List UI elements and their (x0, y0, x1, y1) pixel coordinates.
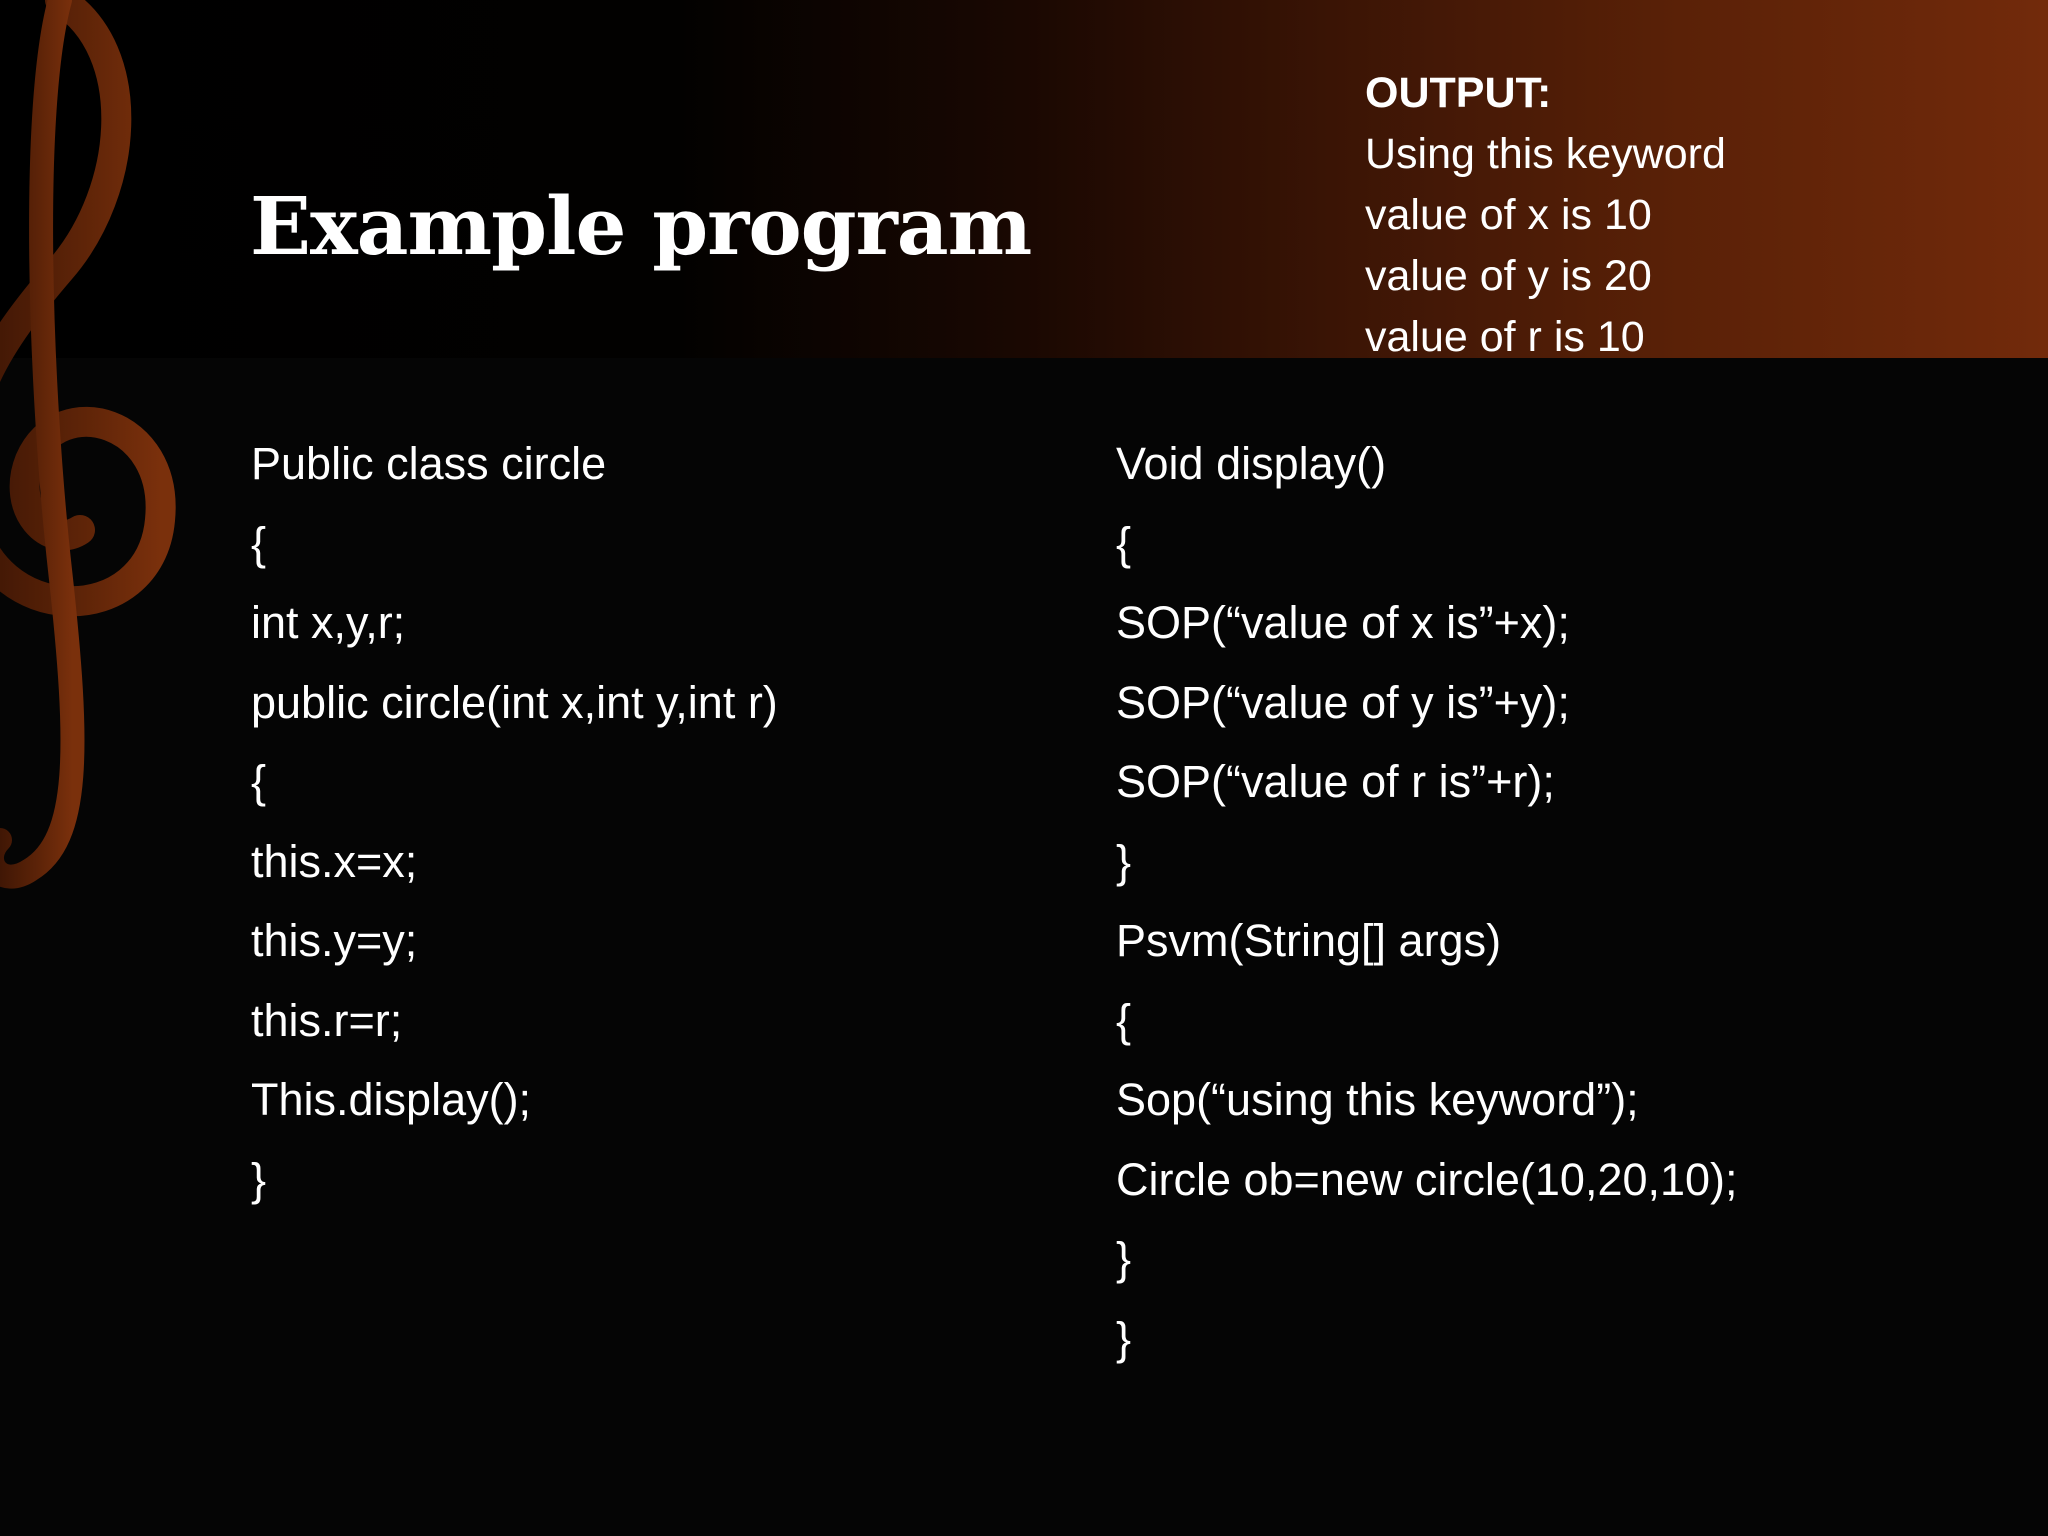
output-panel (1365, 63, 1726, 368)
code-line: SOP(“value of y is”+y); (1116, 676, 1570, 728)
output-label: OUTPUT: (1365, 69, 1552, 117)
output-line: value of r is 10 (1365, 313, 1645, 361)
code-line: } (1116, 1233, 1132, 1284)
code-line: { (1116, 994, 1132, 1046)
code-line: } (1116, 835, 1132, 887)
code-line: Public class circle (251, 438, 607, 489)
page-title: Example program (250, 179, 1032, 273)
code-line: SOP(“value of r is”+r); (1116, 756, 1555, 807)
code-column-right (1116, 424, 1738, 1378)
code-line: this.x=x; (251, 835, 418, 887)
code-line: Psvm(String[] args) (1116, 915, 1502, 966)
code-line: int x,y,r; (251, 597, 406, 648)
output-line: Using this keyword (1365, 130, 1726, 178)
code-line: } (251, 1153, 267, 1205)
code-line: Void display() (1116, 438, 1387, 489)
code-line: { (251, 756, 267, 807)
code-line: this.r=r; (251, 994, 403, 1046)
code-line: public circle(int x,int y,int r) (251, 676, 778, 728)
code-line: SOP(“value of x is”+x); (1116, 597, 1570, 648)
code-line: This.display(); (251, 1074, 532, 1125)
code-column-left (251, 424, 778, 1219)
treble-clef-icon (0, 0, 210, 930)
code-line: this.y=y; (251, 915, 418, 966)
code-line: { (251, 517, 267, 569)
code-line: { (1116, 517, 1132, 569)
code-line: Circle ob=new circle(10,20,10); (1116, 1153, 1738, 1205)
code-line: Sop(“using this keyword”); (1116, 1074, 1639, 1125)
code-line: } (1116, 1312, 1132, 1364)
output-line: value of x is 10 (1365, 191, 1652, 239)
output-line: value of y is 20 (1365, 252, 1652, 300)
